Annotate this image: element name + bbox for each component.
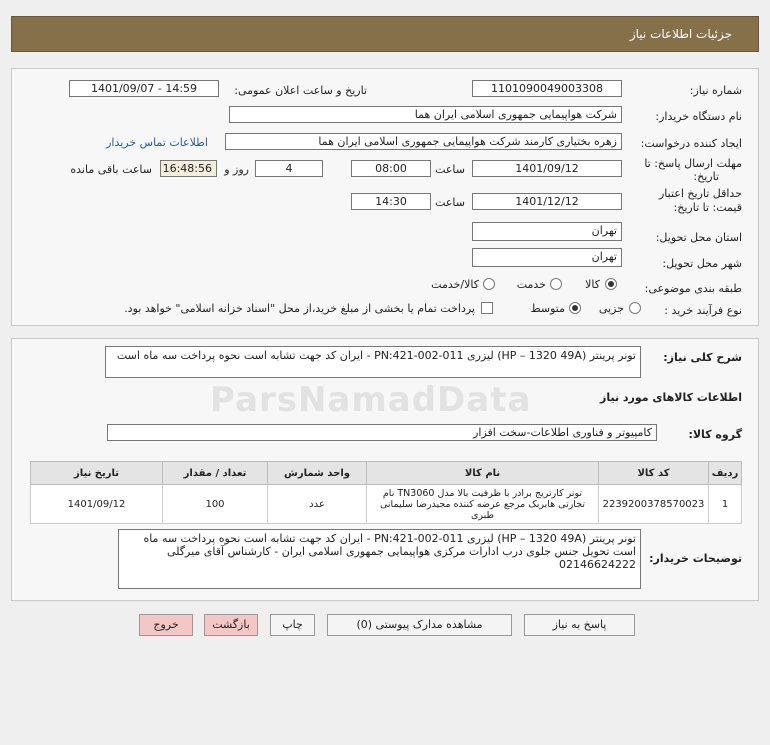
need-number-label: شماره نیاز: [689,84,742,97]
remaining-time-field: 16:48:56 [160,160,217,177]
cell-date: 1401/09/12 [31,485,163,524]
summary-label: شرح کلی نیاز: [663,351,742,364]
cell-qty: 100 [163,485,268,524]
back-button[interactable]: بازگشت [204,614,258,636]
page-header [11,16,759,52]
payment-note: پرداخت تمام یا بخشی از مبلغ خرید،از محل "اسناد خزانه اسلامی" خواهد بود. [124,302,475,315]
attachments-button[interactable]: مشاهده مدارک پیوستی (0) [327,614,512,636]
col-date: تاریخ نیاز [31,462,163,485]
buyer-label: نام دستگاه خریدار: [655,110,742,123]
category-both-radio[interactable] [483,278,495,290]
cell-name: تونر کارتریج برادر با ظرفیت بالا مدل TN3060 نام تجارتی هابربک مرجع عرضه کننده مجیدرضا سلیمانی طبری [367,485,599,524]
table-row [31,485,742,524]
deadline-time-label: ساعت [435,163,465,176]
category-service-label: خدمت [516,278,546,291]
remaining-label: ساعت باقی مانده [70,163,152,176]
summary-text: تونر پرینتر (HP – 1320 49A) لیزری PN:421-002-011 - ایران کد جهت تشابه است نحوه پرداخت سه ماه است [105,346,641,378]
goods-group-field: کامپیوتر و فناوری اطلاعات-سخت افزار [107,424,657,441]
deadline-time-field: 08:00 [351,160,431,177]
cell-unit: عدد [268,485,367,524]
province-label: استان محل تحویل: [655,231,742,244]
col-row: ردیف [709,462,742,485]
cell-code: 2239200378570023 [599,485,709,524]
city-field: تهران [472,248,622,267]
col-qty: تعداد / مقدار [163,462,268,485]
notes-text: تونر پرینتر (HP – 1320 49A) لیزری PN:421-002-011 - ایران کد جهت تشابه است نحوه پرداخت سه ماه است تحویل جنس جلوی درب ادارات مرکزی هواپیمایی جمهوری اسلامی ایران - کارشناس آقای میرگلی 02146624222 [118,529,641,589]
process-partial-label: جزیی [598,302,624,315]
goods-table-header [31,462,742,485]
validity-date-field: 1401/12/12 [472,193,622,210]
process-medium-label: متوسط [530,302,565,315]
province-field: تهران [472,222,622,241]
process-partial-radio[interactable] [629,302,641,314]
announce-label: تاریخ و ساعت اعلان عمومی: [234,84,367,97]
contact-info-link[interactable]: اطلاعات تماس خریدار [106,136,208,149]
days-field: 4 [255,160,323,177]
goods-group-label: گروه کالا: [688,428,742,441]
deadline-label-2: تاریخ: [693,170,719,183]
need-number-field: 1101090049003308 [472,80,622,97]
print-button[interactable]: چاپ [270,614,315,636]
col-code: کد کالا [599,462,709,485]
category-goods-radio[interactable] [605,278,617,290]
treasury-payment-checkbox[interactable] [481,302,493,314]
goods-table [30,461,742,524]
deadline-label-1: مهلت ارسال پاسخ: تا [644,157,742,170]
days-label: روز و [224,163,249,176]
watermark: ParsNamadData [210,380,532,420]
validity-label-2: قیمت: تا تاریخ: [673,201,742,214]
validity-time-field: 14:30 [351,193,431,210]
col-name: نام کالا [367,462,599,485]
process-label: نوع فرآیند خرید : [664,304,742,317]
exit-button[interactable]: خروج [139,614,193,636]
notes-label: توضیحات خریدار: [649,552,742,565]
category-service-radio[interactable] [550,278,562,290]
announce-field: 1401/09/07 - 14:59 [69,80,219,97]
category-both-label: کالا/خدمت [431,278,479,291]
creator-label: ایجاد کننده درخواست: [640,137,742,150]
validity-time-label: ساعت [435,196,465,209]
validity-label-1: حداقل تاریخ اعتبار [658,187,742,200]
category-label: طبقه بندی موضوعی: [644,282,742,295]
reply-button[interactable]: پاسخ به نیاز [524,614,635,636]
goods-section-title: اطلاعات کالاهای مورد نیاز [600,391,742,404]
cell-row: 1 [709,485,742,524]
category-goods-label: کالا [585,278,600,291]
buyer-field: شرکت هواپیمایی جمهوری اسلامی ایران هما [229,106,622,123]
page-title: جزئیات اطلاعات نیاز [629,27,732,41]
deadline-date-field: 1401/09/12 [472,160,622,177]
city-label: شهر محل تحویل: [662,257,742,270]
creator-field: زهره بختیاری کارمند شرکت هواپیمایی جمهوری اسلامی ایران هما [225,133,622,150]
process-medium-radio[interactable] [569,302,581,314]
col-unit: واحد شمارش [268,462,367,485]
